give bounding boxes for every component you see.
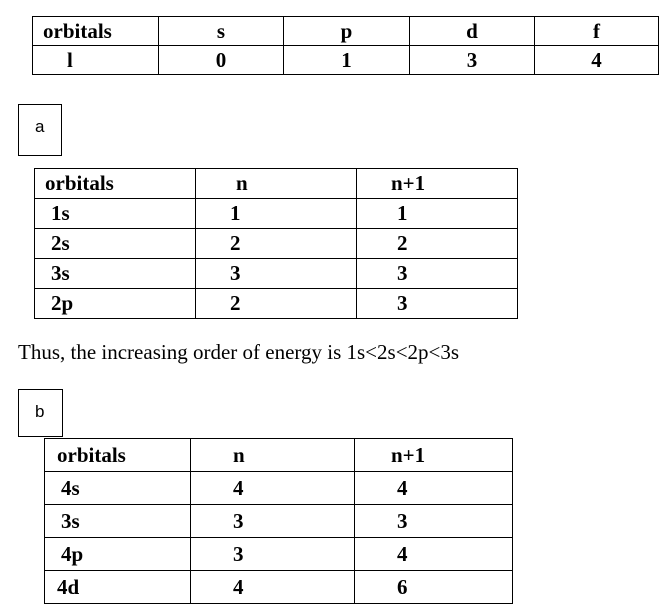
table-cell: 4 (191, 571, 355, 604)
table-row (35, 229, 518, 259)
table-cell: 4 (355, 472, 513, 505)
table-cell: 3 (355, 505, 513, 538)
table-b (44, 438, 513, 604)
table-cell: 4 (535, 46, 659, 75)
table-row (45, 472, 513, 505)
table-cell: l (33, 46, 159, 75)
table-cell: 4 (355, 538, 513, 571)
table-cell: 4p (45, 538, 191, 571)
table-row (35, 199, 518, 229)
table-cell: orbitals (45, 439, 191, 472)
table-cell: 3 (196, 259, 357, 289)
table-a (34, 168, 518, 319)
table-row (45, 505, 513, 538)
table-cell: 2 (357, 229, 518, 259)
label-b: b (35, 402, 45, 421)
table-cell: 3 (191, 505, 355, 538)
label-a-box (18, 104, 62, 156)
table-cell: 2p (35, 289, 196, 319)
table-cell: 1 (196, 199, 357, 229)
table-cell: 2s (35, 229, 196, 259)
table-cell: 4 (191, 472, 355, 505)
table-cell: 4d (45, 571, 191, 604)
table-cell: 3s (45, 505, 191, 538)
table-cell: p (284, 17, 410, 46)
table-cell: 1 (284, 46, 410, 75)
table-row (35, 259, 518, 289)
table-cell: n (196, 169, 357, 199)
label-b-box (18, 389, 63, 437)
conclusion-text: Thus, the increasing order of energy is 1s<2s<2p<3s (18, 340, 460, 364)
table-cell: orbitals (35, 169, 196, 199)
table-cell: n+1 (357, 169, 518, 199)
table-cell: 2 (196, 289, 357, 319)
table-cell: 4s (45, 472, 191, 505)
table-row (33, 17, 659, 46)
table-cell: 3 (357, 259, 518, 289)
table-row (45, 439, 513, 472)
table-row (35, 289, 518, 319)
table-cell: 3 (191, 538, 355, 571)
table-cell: 3 (357, 289, 518, 319)
table-row (45, 571, 513, 604)
table-cell: 1s (35, 199, 196, 229)
table-cell: 0 (159, 46, 284, 75)
table-row (45, 538, 513, 571)
table-cell: orbitals (33, 17, 159, 46)
table-cell: 2 (196, 229, 357, 259)
table-cell: 1 (357, 199, 518, 229)
table-cell: d (410, 17, 535, 46)
table-cell: 6 (355, 571, 513, 604)
l-value-table (32, 16, 659, 75)
table-cell: s (159, 17, 284, 46)
table-cell: f (535, 17, 659, 46)
table-row (35, 169, 518, 199)
table-cell: n (191, 439, 355, 472)
table-cell: 3s (35, 259, 196, 289)
table-row (33, 46, 659, 75)
label-a: a (35, 117, 45, 136)
table-cell: 3 (410, 46, 535, 75)
table-cell: n+1 (355, 439, 513, 472)
